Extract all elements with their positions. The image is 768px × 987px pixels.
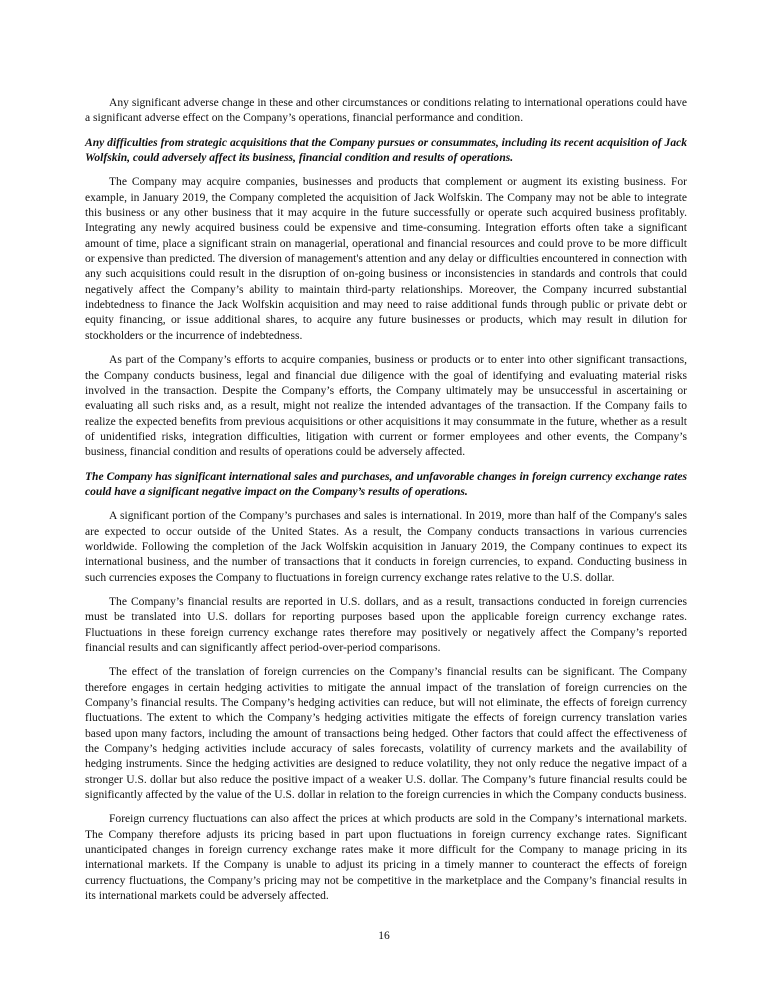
paragraph: The Company may acquire companies, businesses and products that complement or augment its existing business. For example, in January 2019, the Company completed the acquisition of Jack Wolfskin. The Company may not be able to integrate this business or any other business that it may acquire in the future successfully or operate such acquired business profitably. Integrating any newly acquired business could be expensive and time-consuming. Integration efforts often take a significant amount of time, place a significant strain on managerial, operational and financial resources and could prove to be more difficult or expensive than predicted. The diversion of management's attention and any delay or difficulties encountered in connection with any such acquisitions could result in the disruption of on-going business or inconsistencies in standards and controls that could negatively affect the Company’s ability to maintain third-party relationships. Moreover, the Company incurred substantial indebtedness to finance the Jack Wolfskin acquisition and may need to raise additional funds through public or private debt or equity financing, or issue additional shares, to acquire any future businesses or products, which may result in dilution for stockholders or the incurrence of indebtedness. (85, 176, 687, 342)
document-body (85, 96, 687, 914)
risk-heading: Any difficulties from strategic acquisitions that the Company pursues or consummates, including its recent acquisition of Jack Wolfskin, could adversely affect its business, financial condition and results of operations. (85, 136, 687, 165)
paragraph: Any significant adverse change in these and other circumstances or conditions relating to international operations could have a significant adverse effect on the Company’s operations, financial performance and condition. (85, 97, 687, 125)
page-number: 16 (378, 930, 390, 942)
risk-heading: The Company has significant international sales and purchases, and unfavorable changes in foreign currency exchange rates could have a significant negative impact on the Company’s results of operations. (85, 470, 687, 498)
paragraph: The effect of the translation of foreign currencies on the Company’s financial results can be significant. The Company therefore engages in certain hedging activities to mitigate the annual impact of the translation of foreign currencies on the Company’s financial results. The Company’s hedging activities can reduce, but will not eliminate, the effects of foreign currency fluctuations. The extent to which the Company’s hedging activities mitigate the effects of foreign currency translation varies based upon many factors, including the amount of transactions being hedged. Other factors that could affect the effectiveness of the Company’s hedging activities include accuracy of sales forecasts, volatility of currency markets and the availability of hedging instruments. Since the hedging activities are designed to reduce volatility, they not only reduce the negative impact of a stronger U.S. dollar but also reduce the positive impact of a weaker U.S. dollar. The Company’s future financial results could be significantly affected by the value of the U.S. dollar in relation to the foreign currencies in which the Company conducts business. (85, 666, 687, 802)
paragraph: A significant portion of the Company’s purchases and sales is international. In 2019, more than half of the Company's sales are expected to occur outside of the United States. As a result, the Company conducts transactions in various currencies worldwide. Following the completion of the Jack Wolfskin acquisition in January 2019, the Company continues to expect its international business, and the number of transactions that it conducts in foreign currencies, to expand. Conducting business in such currencies exposes the Company to fluctuations in foreign currency exchange rates relative to the U.S. dollar. (85, 510, 687, 584)
paragraph: The Company’s financial results are reported in U.S. dollars, and as a result, transactions conducted in foreign currencies must be translated into U.S. dollars for reporting purposes based upon the applicable foreign currency exchange rates. Fluctuations in these foreign currency exchange rates therefore may positively or negatively affect the Company’s reported financial results and can significantly affect period-over-period comparisons. (85, 595, 687, 654)
paragraph: As part of the Company’s efforts to acquire companies, business or products or to enter into other significant transactions, the Company conducts business, legal and financial due diligence with the goal of identifying and evaluating material risks involved in the transaction. Despite the Company’s efforts, the Company ultimately may be unsuccessful in ascertaining or evaluating all such risks and, as a result, might not realize the intended advantages of the transaction. If the Company fails to realize the expected benefits from previous acquisitions or other acquisitions it may consummate in the future, whether as a result of unidentified risks, integration difficulties, litigation with current or former employees and other events, the Company’s business, financial condition and results of operations could be adversely affected. (85, 354, 687, 459)
paragraph: Foreign currency fluctuations can also affect the prices at which products are sold in the Company’s international markets. The Company therefore adjusts its pricing based in part upon fluctuations in foreign currency exchange rates. Significant unanticipated changes in foreign currency exchange rates make it more difficult for the Company to manage pricing in its international markets. If the Company is unable to adjust its pricing in a timely manner to counteract the effects of foreign currency fluctuations, the Company’s pricing may not be competitive in the marketplace and the Company’s financial results in its international markets could be adversely affected. (85, 813, 687, 903)
